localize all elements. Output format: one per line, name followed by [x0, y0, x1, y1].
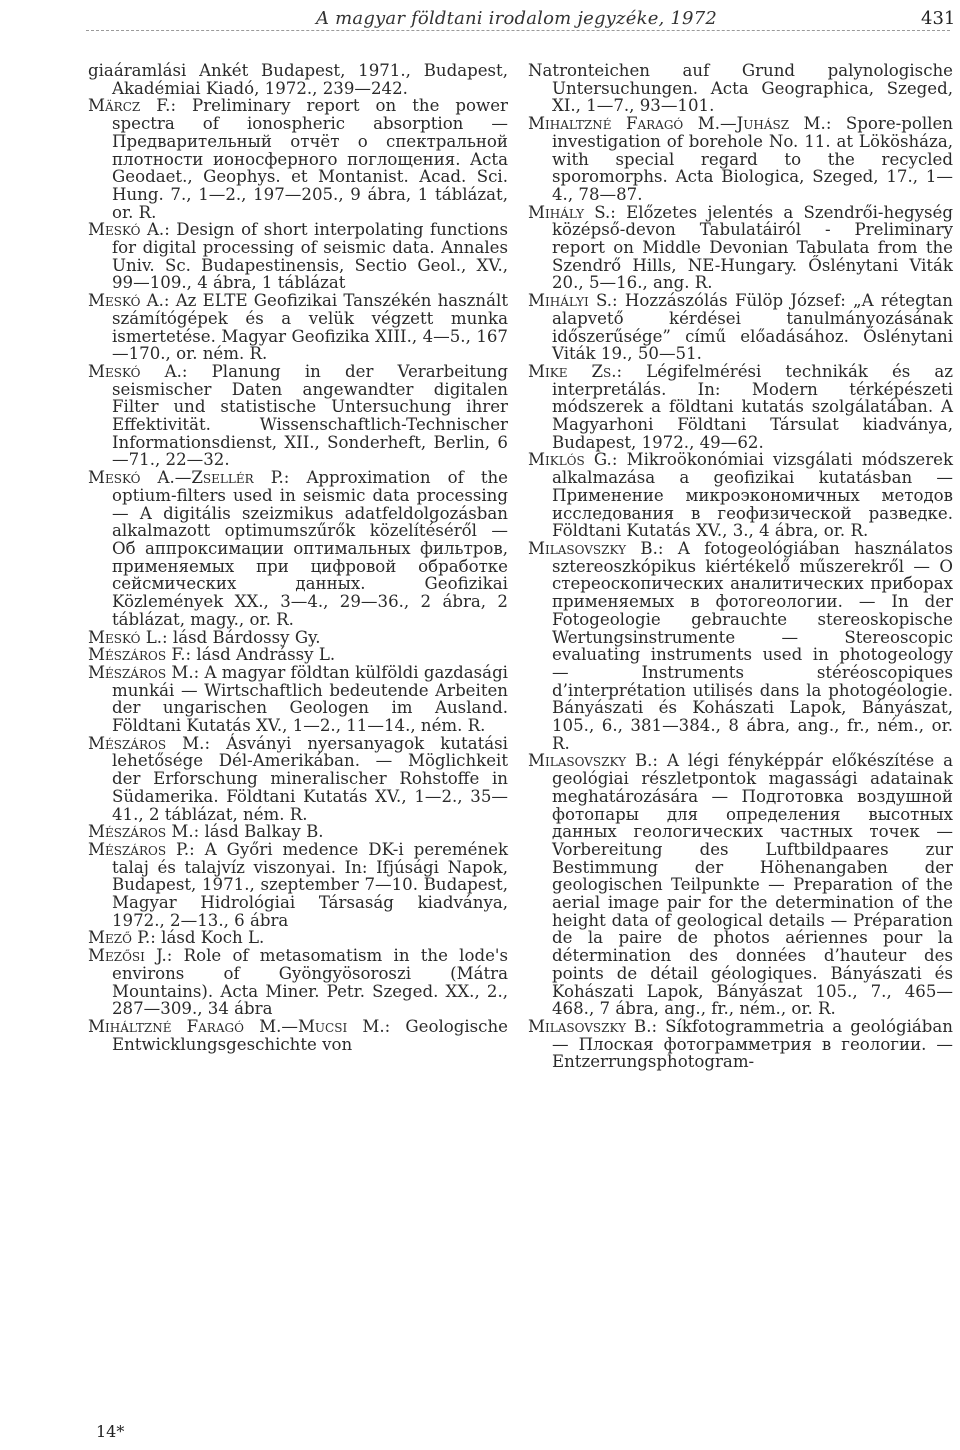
entry-text: : lásd Bárdossy Gy. [162, 627, 321, 647]
left-column [88, 62, 508, 1053]
entry-text: : Az ELTE Geofizikai Tanszékén használt számítógépek és a velük végzett munka ismertetése. Magyar Geofizika XIII., 4—5., 167—170., or. ném. R. [112, 291, 508, 364]
entry-text: : A légi fényképpár előkészítése a geológiai részletpontok magassági adatainak meghatározására — Подготовка воздушной фотопары для определения высотных данных геологических частных точек — Vorbereitung des Luftbildpaares zur Bestimmung der Höhenangaben der geologischen Teilpunkte — Preparation of the aerial image pair for the determination of the height data of geological details — Préparation de la paire de photos aériennes pour la détermination des données d’hauteur des points de détail géologiques. Bányászati és Kohászati Lapok, Bányászat 105., 7., 465—468., 7 ábra, ang., fr., ném., or. R. [552, 751, 954, 1019]
bibliography-entry [88, 841, 508, 930]
bibliography-entry [88, 469, 508, 628]
bibliography-entry [88, 664, 508, 735]
bibliography-entry [88, 97, 508, 221]
entry-author: Mihály S. [528, 202, 611, 222]
header-rule [86, 30, 950, 31]
entry-author: Mészáros M. [88, 733, 205, 753]
bibliography-entry [88, 823, 508, 841]
entry-text: : Role of metasomatism in the lode's environs of Gyöngyösoroszi (Mátra Mountains). Acta Miner. Petr. Szeged. XX., 2., 287—309., 34 ábra [112, 946, 508, 1019]
bibliography-entry [88, 292, 508, 363]
entry-text: : Geologische Entwicklungsgeschichte von [112, 1016, 508, 1054]
entry-author: Miklós G. [528, 450, 612, 470]
entry-text: : Előzetes jelentés a Szendrői-hegység középső-devon Tabulatáiról - Preliminary report on Middle Devonian Tabulata from the Szendrő Hills, NE-Hungary. Őslénytani Viták 20., 5—16., ang. R. [552, 202, 954, 293]
bibliography-entry [528, 62, 953, 115]
entry-text: : Hozzászólás Fülöp József: „A rétegtan alapvető kérdései tanulmányozásának időszerűsége” című előadásához. Őslénytani Viták 19., 50—51. [552, 291, 953, 364]
entry-text: : lásd Koch L. [150, 928, 265, 948]
bibliography-entry [88, 947, 508, 1018]
bibliography-entry [88, 646, 508, 664]
bibliography-entry [88, 221, 508, 292]
entry-author: Mészáros M. [88, 662, 194, 682]
bibliography-entry [88, 735, 508, 824]
page-header [0, 0, 960, 40]
signature-mark: 14* [96, 1422, 125, 1441]
entry-text: : A magyar földtan külföldi gazdasági munkái — Wirtschaftlich bedeutende Arbeiten der ungarischen Geologen im Ausland. Földtani Kutatás XV., 1—2., 11—14., ném. R. [112, 662, 508, 736]
bibliography-entry [88, 1018, 508, 1053]
entry-author: Meskó L. [88, 627, 163, 647]
entry-text: : A Győri medence DK-i peremének talaj és talajvíz viszonyai. In: Ifjúsági Napok, Budapest, 1971., szeptember 7—10. Budapest, Magyar Hidrológiai Társaság kiadványa, 1972., 2—13., 6 ábra [112, 839, 509, 930]
entry-text: : Légifelmérési technikák és az interpretálás. In: Modern térképészeti módszerek a földtani kutatás szolgálatában. A Magyarhoni Földtani Társulat kiadványa, Budapest, 1972., 49—62. [552, 361, 953, 452]
entry-author: Meskó A.—Zsellér P. [88, 468, 284, 488]
bibliography-entry [528, 451, 953, 540]
entry-text: : Preliminary report on the power spectra of ionospheric absorption — Предварительный отчёт о спектральной плотности ионосферного поглощения. Acta Geodaet., Geophys. et Montanist. Acad. Sci. Hung. 7., 1—2., 197—205., 9 ábra, 1 táblázat, or. R. [112, 96, 508, 222]
bibliography-entry [528, 363, 953, 452]
entry-text: Natronteichen auf Grund palynologische Untersuchungen. Acta Geographica, Szeged, XI., 1—7., 93—101. [528, 61, 953, 116]
entry-author: Milasovszky B. [528, 538, 658, 558]
running-title: A magyar földtani irodalom jegyzéke, 1972 [316, 8, 717, 29]
entry-author: Meskó A. [88, 220, 165, 240]
entry-text: : A fotogeológiában használatos sztereoszkópikus kiértékelő műszerekről — О стереоскопических аналитических приборах применяемых в фотогеологии. — In der Fotogeologie gebrauchte stereoskopische Wertungsinstrumente — Stereoscopic evaluating instruments used in photogeology — Instruments stéréoscopiques d’interprétation utilisés dans la photogéologie. Bányászati és Kohászati Lapok, Bányászat, 105., 6., 381—384., 8 ábra, ang., fr., ném., or. R. [552, 538, 953, 753]
bibliography-entry [528, 204, 953, 293]
bibliography-entry [88, 629, 508, 647]
entry-author: Meskó A. [88, 291, 164, 311]
entry-text: : Ásványi nyersanyagok kutatási lehetősége Dél-Amerikában. — Möglichkeit der Erforschung mineralischer Rohstoffe in Südamerika. Földtani Kutatás XV., 1—2., 35—41., 2 táblázat, ném. R. [112, 733, 508, 824]
entry-text: giaáramlási Ankét Budapest, 1971., Budapest, Akadémiai Kiadó, 1972., 239—242. [88, 61, 508, 98]
entry-author: Mihaltzné Faragó M.—Juhász M. [528, 114, 826, 134]
entry-author: Miháltzné Faragó M.—Mucsi M. [88, 1016, 385, 1036]
entry-text: : Mikroökonómiai vizsgálati módszerek alkalmazása a geofizikai kutatásban — Применение микроэкономичных методов исследования в геофизической разведке. Földtani Kutatás XV., 3., 4 ábra, or. R. [552, 450, 953, 541]
entry-author: Milasovszky B. [528, 1016, 652, 1036]
entry-author: Mészáros F. [88, 645, 186, 665]
entry-text: : Síkfotogrammetria a geológiában — Плоская фотограмметрия в геологии. — Entzerrungsphotogram- [552, 1016, 953, 1072]
bibliography-entry [528, 752, 953, 1018]
entry-text: : lásd Andrássy L. [185, 645, 336, 665]
right-column [528, 62, 953, 1071]
bibliography-entry [88, 929, 508, 947]
entry-author: Mezősi J. [88, 946, 167, 966]
bibliography-entry [528, 1018, 953, 1071]
bibliography-entry [88, 363, 508, 469]
entry-author: Meskó A. [88, 361, 182, 381]
entry-author: Mihályi S. [528, 291, 613, 311]
entry-text: : Design of short interpolating functions for digital processing of seismic data. Annales Univ. Sc. Budapestinensis, Sectio Geol., XV., 99—109., 4 ábra, 1 táblázat [112, 220, 508, 293]
bibliography-entry [88, 62, 508, 97]
entry-author: Mező P. [88, 928, 151, 948]
entry-text: : lásd Balkay B. [193, 822, 324, 842]
entry-author: Milasovszky B. [528, 751, 653, 771]
entry-author: Märcz F. [88, 96, 171, 116]
entry-text: : Approximation of the optium-filters used in seismic data processing — A digitális szeizmikus adatfeldolgozásban alkalmazott optimumszűrők közelítéséről — Об аппроксимации оптимальных фильтров, применяемых при цифровой обработке сейсмических данных. Geofizikai Közlemények XX., 3—4., 29—36., 2 ábra, 2 táblázat, magy., or. R. [112, 468, 508, 629]
entry-author: Mike Zs. [528, 361, 617, 381]
page-number: 431 [921, 8, 956, 29]
entry-text: : Spore-pollen investigation of borehole No. 11. at Lökösháza, with special regard to the recycled sporomorphs. Acta Biologica, Szeged, 17., 1—4., 78—87. [552, 114, 953, 204]
bibliography-entry [528, 115, 953, 204]
bibliography-entry [528, 292, 953, 363]
entry-author: Mészáros M. [88, 822, 194, 842]
entry-text: : Planung in der Verarbeitung seismischer Daten angewandter digitalen Filter und statistische Untersuchung ihrer Effektivität. Wissenschaftlich-Technischer Informationsdienst, XII., Sonderheft, Berlin, 6—71., 22—32. [112, 361, 508, 470]
entry-author: Mészáros P. [88, 839, 190, 859]
bibliography-entry [528, 540, 953, 752]
